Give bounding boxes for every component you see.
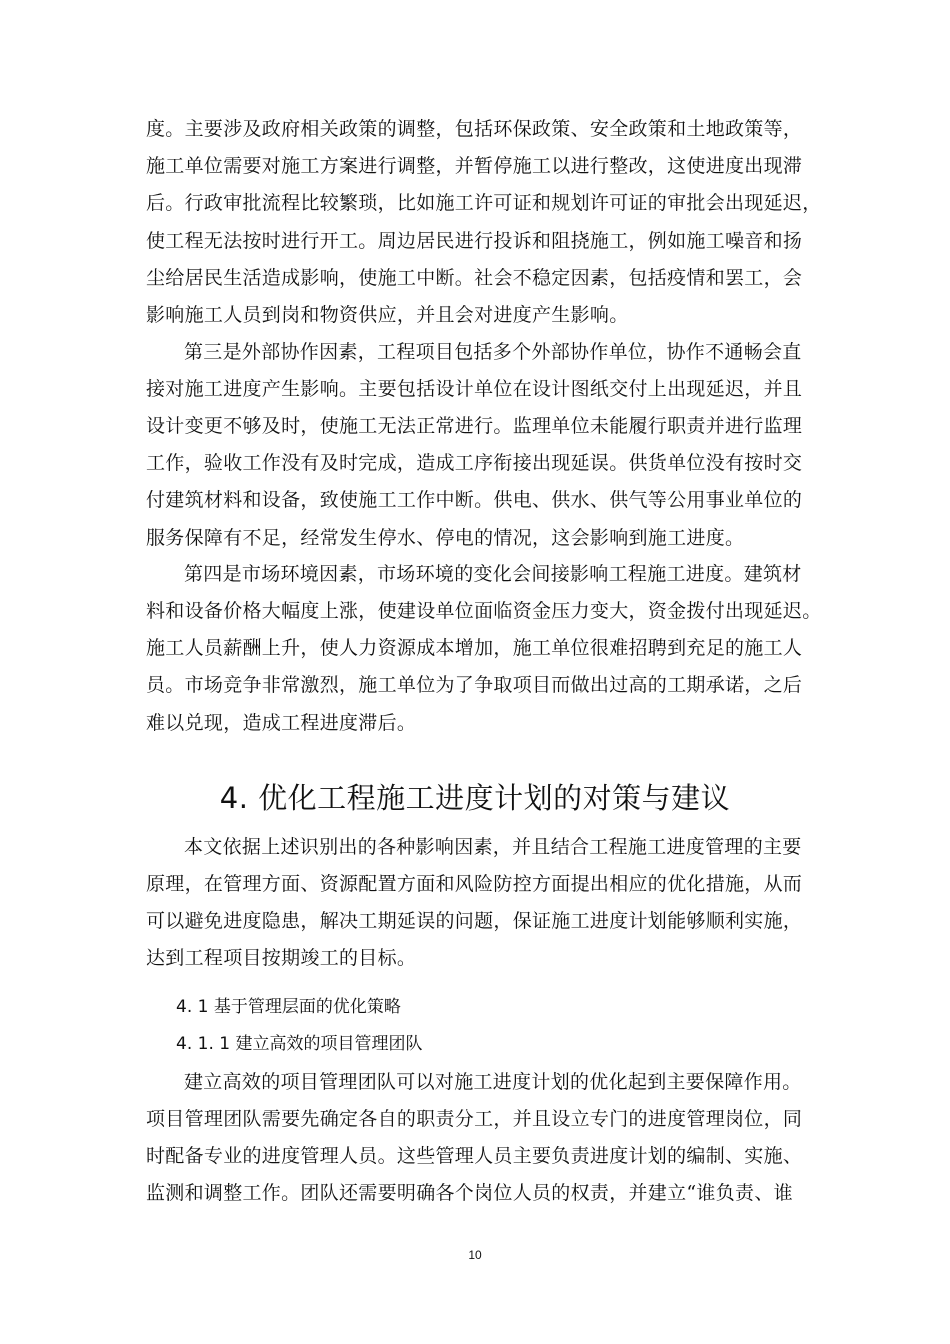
text-line: 时配备专业的进度管理人员。这些管理人员主要负责进度计划的编制、实施、 <box>146 1145 803 1167</box>
text-line: 达到工程项目按期竣工的目标。 <box>146 947 417 969</box>
text-line: 使工程无法按时进行开工。周边居民进行投诉和阻挠施工，例如施工噪音和扬 <box>146 230 803 252</box>
text-line: 工作，验收工作没有及时完成，造成工序衔接出现延误。供货单位没有按时交 <box>146 452 803 474</box>
text-line: 本文依据上述识别出的各种影响因素，并且结合工程施工进度管理的主要 <box>184 836 802 858</box>
text-line: 设计变更不够及时，使施工无法正常进行。监理单位未能履行职责并进行监理 <box>146 415 803 437</box>
text-line: 建立高效的项目管理团队可以对施工进度计划的优化起到主要保障作用。 <box>184 1071 802 1093</box>
text-line: 接对施工进度产生影响。主要包括设计单位在设计图纸交付上出现延迟，并且 <box>146 378 803 400</box>
text-line: 项目管理团队需要先确定各自的职责分工，并且设立专门的进度管理岗位，同 <box>146 1108 803 1130</box>
text-line: 付建筑材料和设备，致使施工工作中断。供电、供水、供气等公用事业单位的 <box>146 489 803 511</box>
text-line: 施工单位需要对施工方案进行调整，并暂停施工以进行整改，这使进度出现滞 <box>146 155 803 177</box>
text-line: 度。主要涉及政府相关政策的调整，包括环保政策、安全政策和土地政策等， <box>146 118 803 140</box>
subsubsection-heading: 4. 1. 1 建立高效的项目管理团队 <box>176 1034 423 1054</box>
text-line: 服务保障有不足，经常发生停水、停电的情况，这会影响到施工进度。 <box>146 527 745 549</box>
text-line: 尘给居民生活造成影响，使施工中断。社会不稳定因素，包括疫情和罢工，会 <box>146 267 803 289</box>
page-number: 10 <box>468 1248 482 1262</box>
text-line: 影响施工人员到岗和物资供应，并且会对进度产生影响。 <box>146 304 629 326</box>
text-line: 第四是市场环境因素，市场环境的变化会间接影响工程施工进度。建筑材 <box>184 563 802 585</box>
text-line: 可以避免进度隐患，解决工期延误的问题，保证施工进度计划能够顺利实施， <box>146 910 803 932</box>
section-heading: 4. 优化工程施工进度计划的对策与建议 <box>219 781 731 815</box>
text-line: 原理，在管理方面、资源配置方面和风险防控方面提出相应的优化措施，从而 <box>146 873 803 895</box>
text-line: 后。行政审批流程比较繁琐，比如施工许可证和规划许可证的审批会出现延迟， <box>146 192 822 214</box>
subsection-heading: 4. 1 基于管理层面的优化策略 <box>176 997 401 1017</box>
text-line: 难以兑现，造成工程进度滞后。 <box>146 712 417 734</box>
text-line: 监测和调整工作。团队还需要明确各个岗位人员的权责，并建立“谁负责、谁 <box>146 1182 793 1204</box>
text-line: 第三是外部协作因素，工程项目包括多个外部协作单位，协作不通畅会直 <box>184 341 802 363</box>
text-line: 施工人员薪酬上升，使人力资源成本增加，施工单位很难招聘到充足的施工人 <box>146 637 803 659</box>
text-line: 料和设备价格大幅度上涨，使建设单位面临资金压力变大，资金拨付出现延迟。 <box>146 600 822 622</box>
text-line: 员。市场竞争非常激烈，施工单位为了争取项目而做出过高的工期承诺，之后 <box>146 674 803 696</box>
